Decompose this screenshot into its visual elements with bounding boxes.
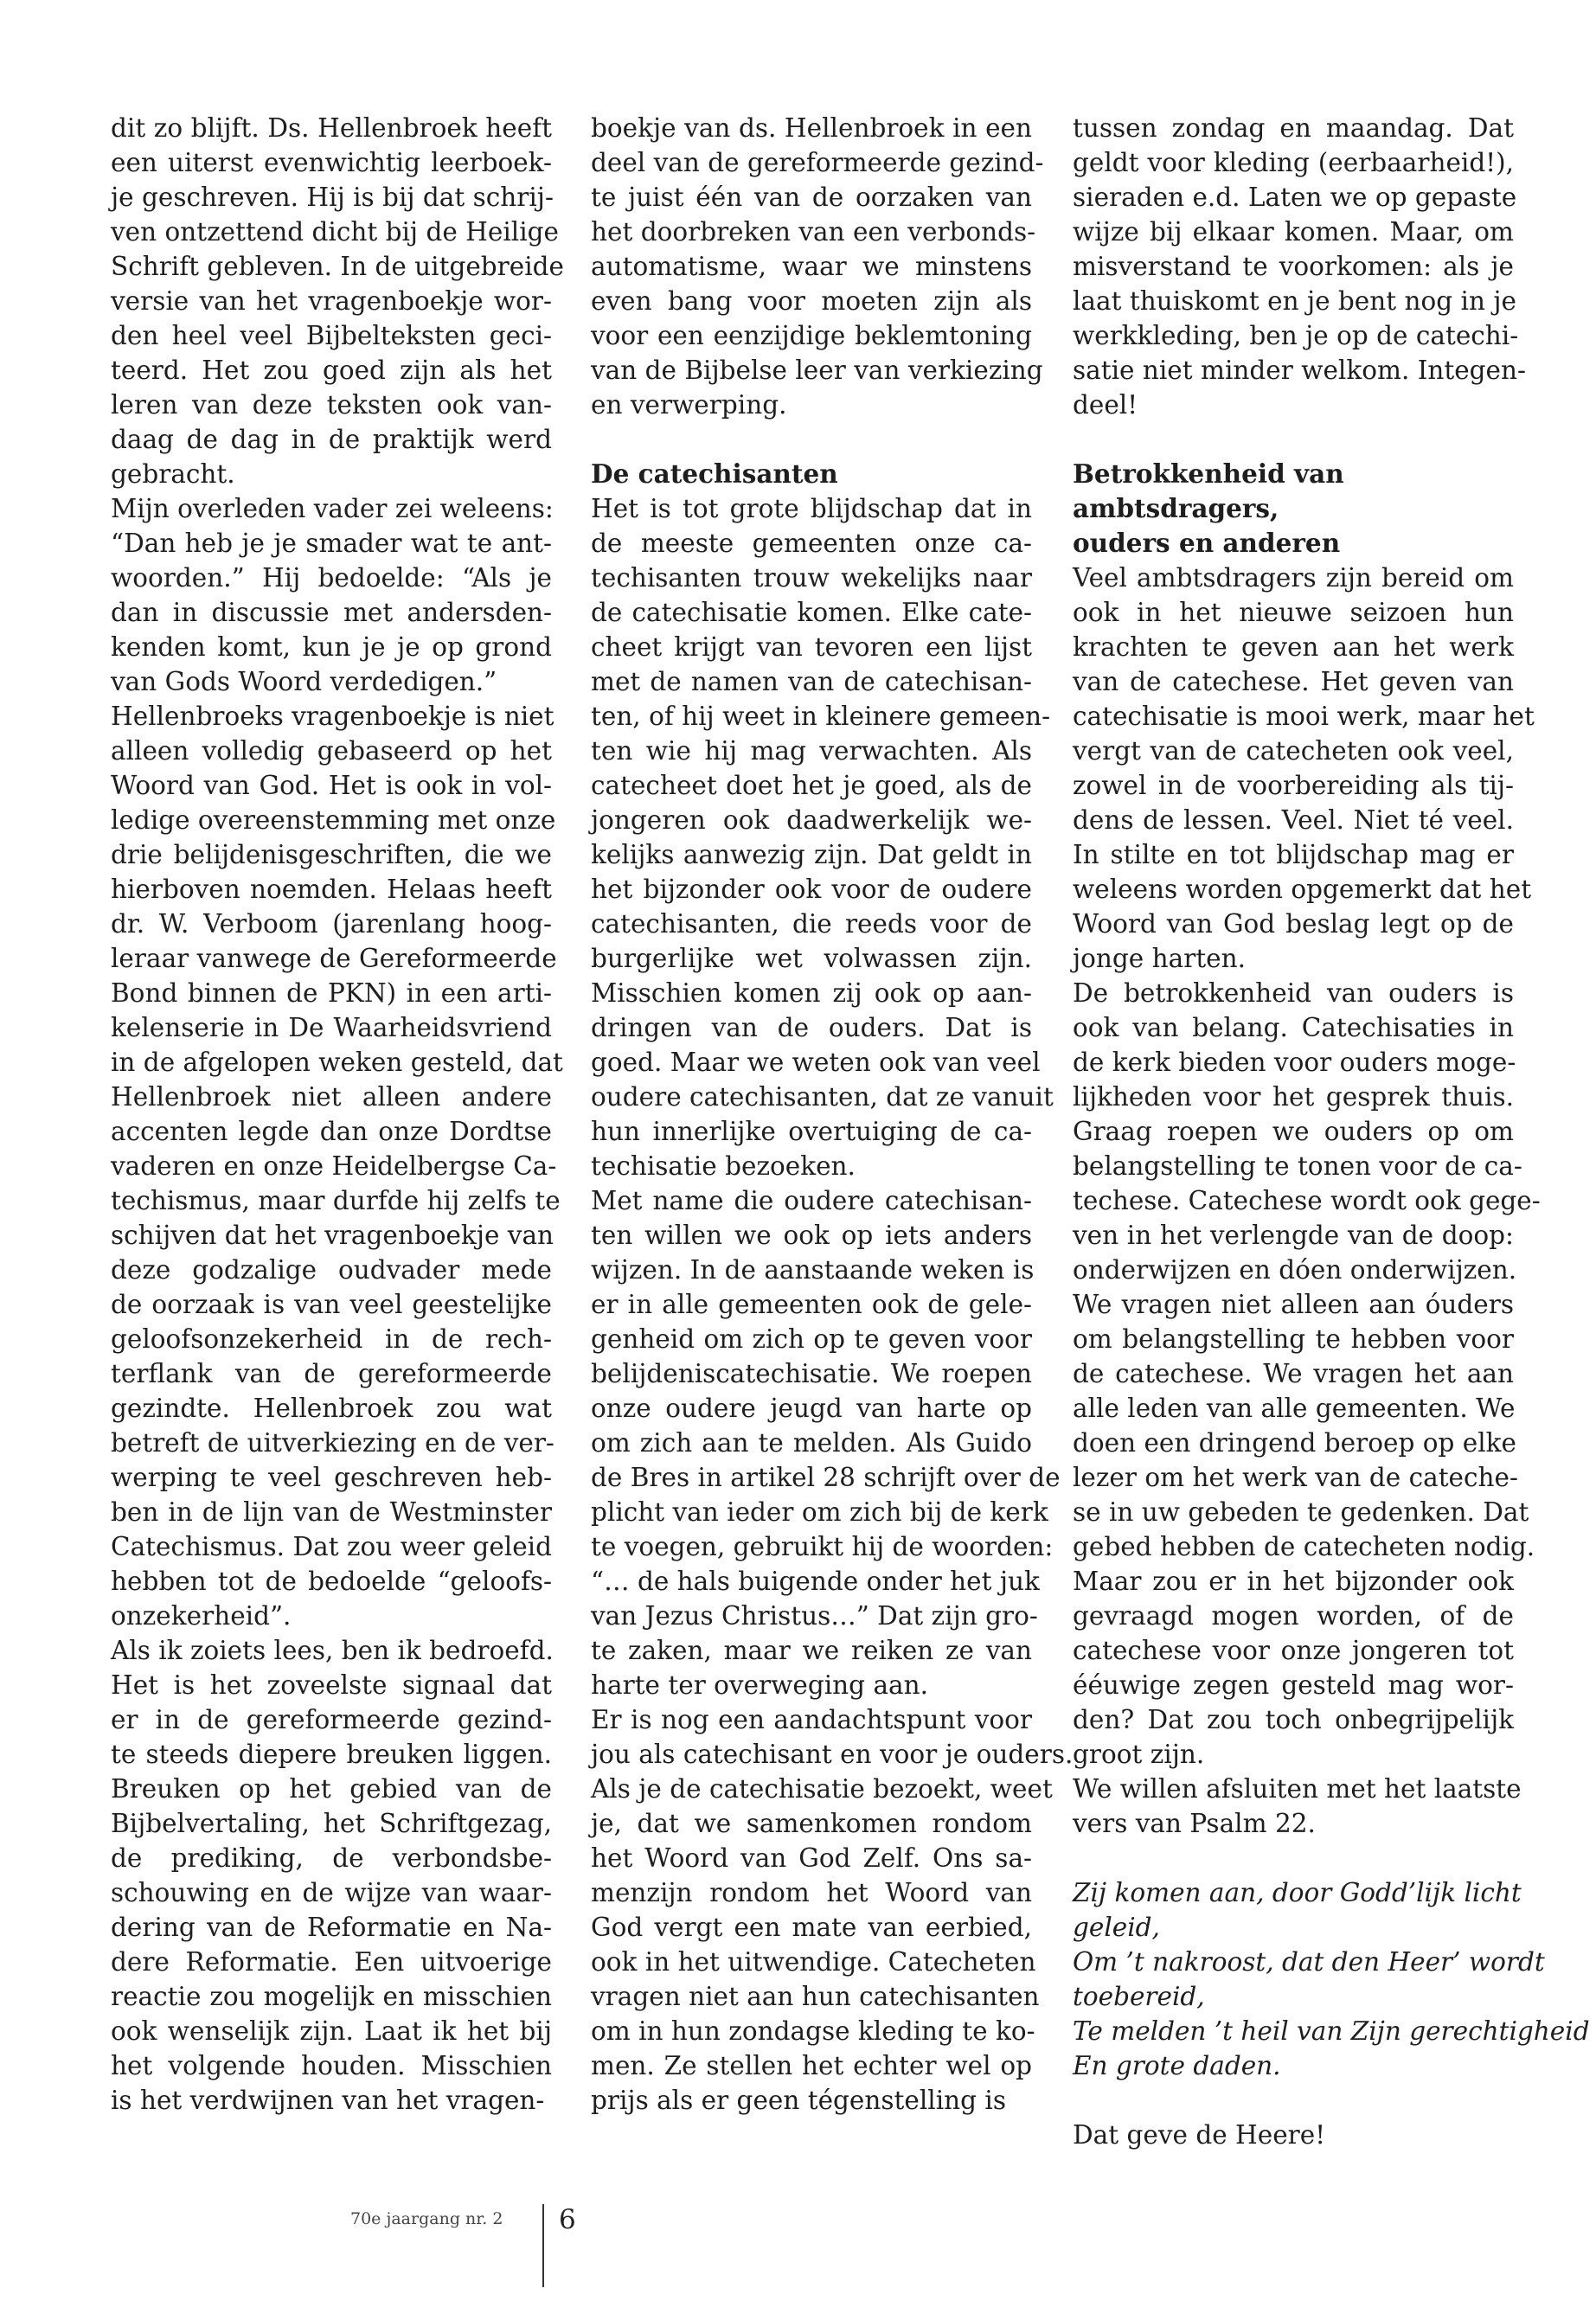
text-line: oudere catechisanten, dat ze vanuit — [591, 1082, 1054, 1112]
text-line: om belangstelling te hebben voor — [1073, 1324, 1514, 1354]
text-line: wijze bij elkaar komen. Maar, om — [1073, 217, 1514, 247]
text-line: de prediking, de verbondsbe- — [111, 1843, 552, 1873]
text-line: automatisme, waar we minstens — [591, 252, 1032, 281]
text-line: werkkleding, ben je op de catechi- — [1073, 321, 1519, 350]
paragraph — [1073, 1772, 1522, 1841]
text-line: van Jezus Christus…” Dat zijn gro- — [591, 1601, 1038, 1631]
spacer — [1073, 422, 1514, 457]
text-line: Bond binnen de PKN) in een arti- — [111, 978, 552, 1008]
text-line: God vergt een mate van eerbied, — [591, 1913, 1032, 1942]
text-line: gebracht. — [111, 459, 235, 489]
text-line: gezindte. Hellenbroek zou wat — [111, 1394, 552, 1423]
text-line: krachten te geven aan het werk — [1073, 632, 1514, 662]
text-line: Breuken op het gebied van de — [111, 1774, 552, 1804]
text-line: in de afgelopen weken gesteld, dat — [111, 1048, 563, 1077]
text-line: jongeren ook daadwerkelijk we- — [591, 805, 1032, 835]
text-line: betreft de uitverkiezing en de ver- — [111, 1428, 554, 1458]
text-line: ook in het nieuwe seizoen hun — [1073, 598, 1514, 627]
text-line: het volgende houden. Misschien — [111, 2051, 552, 2080]
text-line: satie niet minder welkom. Integen- — [1073, 356, 1526, 385]
text-line: om zich aan te melden. Als Guido — [591, 1428, 1032, 1458]
paragraph — [1073, 111, 1526, 422]
text-line: techisanten trouw wekelijks naar — [591, 563, 1032, 593]
text-line: techisatie bezoeken. — [591, 1151, 856, 1181]
text-line: laat thuiskomt en je bent nog in je — [1073, 286, 1516, 316]
text-line: is het verdwijnen van het vragen- — [111, 2086, 545, 2115]
text-line: We willen afsluiten met het laatste — [1073, 1774, 1522, 1804]
text-line: onze oudere jeugd van harte op — [591, 1394, 1032, 1423]
verse-line: geleid, — [1073, 1913, 1160, 1942]
text-line: drie belijdenisgeschriften, die we — [111, 840, 552, 869]
text-line: de meeste gemeenten onze ca- — [591, 529, 1032, 558]
text-line: er in de gereformeerde gezind- — [111, 1705, 552, 1734]
psalm-verse — [1073, 1875, 1590, 2083]
text-line: Catechismus. Dat zou weer geleid — [111, 1532, 552, 1561]
text-line: ook wenselijk zijn. Laat ik het bij — [111, 2016, 552, 2046]
text-line: Als je de catechisatie bezoekt, weet — [591, 1774, 1053, 1804]
text-line: Woord van God. Het is ook in vol- — [111, 771, 552, 800]
text-line: dering van de Reformatie en Na- — [111, 1913, 552, 1942]
text-line: voor een eenzijdige beklemtoning — [591, 321, 1032, 350]
text-line: belijdeniscatechisatie. We roepen — [591, 1359, 1032, 1388]
verse-line: Om ’t nakroost, dat den Heer’ wordt — [1073, 1947, 1545, 1977]
text-line: Hellenbroeks vragenboekje is niet — [111, 702, 554, 731]
text-line: het doorbreken van een verbonds- — [591, 217, 1036, 247]
text-line: van de Bijbelse leer van verkiezing — [591, 356, 1043, 385]
text-line: hierboven noemden. Helaas heeft — [111, 875, 552, 904]
text-line: dere Reformatie. Een uitvoerige — [111, 1947, 552, 1977]
text-line: Het is het zoveelste signaal dat — [111, 1670, 552, 1700]
text-line: Hellenbroek niet alleen andere — [111, 1082, 552, 1112]
text-line: vergt van de catecheten ook veel, — [1073, 736, 1514, 766]
verse-line: Te melden ’t heil van Zijn gerechtigheid — [1073, 2016, 1590, 2046]
text-line: leren van deze teksten ook van- — [111, 390, 552, 420]
text-line: ten willen we ook op iets anders — [591, 1221, 1032, 1250]
text-line: zowel in de voorbereiding als tij- — [1073, 771, 1514, 800]
text-line: prijs als er geen tégenstelling is — [591, 2086, 1006, 2115]
text-line: catecheet doet het je goed, als de — [591, 771, 1032, 800]
text-line: er in alle gemeenten ook de gele- — [591, 1290, 1032, 1319]
text-line: vragen niet aan hun catechisanten — [591, 1982, 1040, 2011]
text-line: Als ik zoiets lees, ben ik bedroefd. — [111, 1636, 554, 1665]
text-line: te steeds diepere breuken liggen. — [111, 1740, 552, 1769]
verse-line: toebereid, — [1073, 1982, 1205, 2011]
text-line: woorden.” Hij bedoelde: “Als je — [111, 563, 552, 593]
text-line: gebed hebben de catecheten nodig. — [1073, 1532, 1535, 1561]
text-line: goed. Maar we weten ook van veel — [591, 1048, 1041, 1077]
text-line: de catechese. We vragen het aan — [1073, 1359, 1514, 1388]
text-line: se in uw gebeden te gedenken. Dat — [1073, 1497, 1529, 1527]
text-line: lezer om het werk van de cateche- — [1073, 1463, 1518, 1492]
text-line: jou als catechisant en voor je ouders. — [591, 1740, 1074, 1769]
text-line: hun innerlijke overtuiging de ca- — [591, 1117, 1032, 1146]
text-line: van Gods Woord verdedigen.” — [111, 667, 497, 696]
text-line: ééuwige zegen gesteld mag wor- — [1073, 1670, 1514, 1700]
text-line: ben in de lijn van de Westminster — [111, 1497, 552, 1527]
paragraph — [111, 491, 552, 699]
text-line: reactie zou mogelijk en misschien — [111, 1982, 552, 2011]
text-line: alle leden van alle gemeenten. We — [1073, 1394, 1516, 1423]
text-line: hebben tot de bedoelde “geloofs- — [111, 1567, 552, 1596]
text-line: ledige overeenstemming met onze — [111, 805, 556, 835]
text-line: In stilte en tot blijdschap mag er — [1073, 840, 1514, 869]
text-line: Mijn overleden vader zei weleens: — [111, 494, 554, 523]
text-line: het Woord van God Zelf. Ons sa- — [591, 1843, 1032, 1873]
text-line: ven ontzettend dicht bij de Heilige — [111, 217, 560, 247]
text-line: geldt voor kleding (eerbaarheid!), — [1073, 148, 1514, 177]
paragraph — [1073, 561, 1535, 976]
text-line: ven in het verlengde van de doop: — [1073, 1221, 1514, 1250]
text-line: Misschien komen zij ook op aan- — [591, 978, 1032, 1008]
text-line: en verwerping. — [591, 390, 787, 420]
paragraph — [591, 111, 1044, 422]
text-line: kelenserie in De Waarheidsvriend — [111, 1013, 552, 1042]
text-line: versie van het vragenboekje wor- — [111, 286, 552, 316]
text-line: Veel ambtsdragers zijn bereid om — [1073, 563, 1514, 593]
volume-issue-label: 70e jaargang nr. 2 — [350, 2209, 503, 2228]
text-line: “… de hals buigende onder het juk — [591, 1567, 1040, 1596]
text-line: een uiterst evenwichtig leerboek- — [111, 148, 552, 177]
footer-divider — [542, 2204, 544, 2287]
text-line: cheet krijgt van tevoren een lijst — [591, 632, 1032, 662]
page-footer — [0, 2204, 1596, 2291]
text-line: Graag roepen we ouders op om — [1073, 1117, 1514, 1146]
text-line: even bang voor moeten zijn als — [591, 286, 1032, 316]
text-line: catechisatie is mooi werk, maar het — [1073, 702, 1535, 731]
paragraph — [591, 491, 1054, 1183]
page-number: 6 — [559, 2204, 576, 2235]
text-line: misverstand te voorkomen: als je — [1073, 252, 1514, 281]
text-line: geloofsonzekerheid in de rech- — [111, 1324, 552, 1354]
text-line: lijkheden voor het gesprek thuis. — [1073, 1082, 1514, 1112]
heading-line: ouders en anderen — [1073, 528, 1341, 558]
text-line: de Bres in artikel 28 schrijft over de — [591, 1463, 1061, 1492]
text-line: het bijzonder ook voor de oudere — [591, 875, 1032, 904]
text-line: dens de lessen. Veel. Niet té veel. — [1073, 805, 1514, 835]
text-line: menzijn rondom het Woord van — [591, 1878, 1032, 1907]
text-line: de catechisatie komen. Elke cate- — [591, 598, 1032, 627]
text-line: catechese voor onze jongeren tot — [1073, 1636, 1514, 1665]
closing-line: Dat geve de Heere! — [1073, 2120, 1326, 2150]
text-line: Het is tot grote blijdschap dat in — [591, 494, 1032, 523]
paragraph — [111, 111, 565, 491]
text-line: ook in het uitwendige. Catecheten — [591, 1947, 1036, 1977]
text-line: gevraagd mogen worden, of de — [1073, 1601, 1514, 1631]
spacer — [1073, 1841, 1514, 1875]
column-3 — [1073, 111, 1590, 2152]
text-line: wijzen. In de aanstaande weken is — [591, 1255, 1035, 1285]
text-line: onzekerheid”. — [111, 1601, 292, 1631]
text-line: We vragen niet alleen aan óuders — [1073, 1290, 1514, 1319]
paragraph — [591, 1702, 1074, 2118]
paragraph — [591, 1183, 1061, 1702]
text-line: te voegen, gebruikt hij de woorden: — [591, 1532, 1054, 1561]
text-line: weleens worden opgemerkt dat het — [1073, 875, 1532, 904]
verse-line: Zij komen aan, door Godd’lijk licht — [1073, 1878, 1522, 1907]
text-line: den heel veel Bijbelteksten geci- — [111, 321, 552, 350]
text-line: Er is nog een aandachtspunt voor — [591, 1705, 1032, 1734]
text-line: sieraden e.d. Laten we op gepaste — [1073, 183, 1517, 212]
text-line: tussen zondag en maandag. Dat — [1073, 113, 1514, 143]
text-line: dit zo blijft. Ds. Hellenbroek heeft — [111, 113, 552, 143]
text-line: met de namen van de catechisan- — [591, 667, 1032, 696]
paragraph — [111, 699, 563, 1633]
text-line: dringen van de ouders. Dat is — [591, 1013, 1032, 1042]
paragraph — [111, 1633, 552, 2118]
paragraph — [1073, 976, 1541, 1772]
section-heading-catechisanten: De catechisanten — [591, 458, 838, 489]
spacer — [1073, 2083, 1514, 2118]
text-line: den? Dat zou toch onbegrijpelijk — [1073, 1705, 1514, 1734]
text-line: vers van Psalm 22. — [1073, 1809, 1316, 1838]
spacer — [591, 422, 1032, 457]
text-line: Met name die oudere catechisan- — [591, 1186, 1032, 1215]
text-line: kelijks aanwezig zijn. Dat geldt in — [591, 840, 1032, 869]
text-line: Maar zou er in het bijzonder ook — [1073, 1567, 1514, 1596]
text-line: ten wie hij mag verwachten. Als — [591, 736, 1032, 766]
section-heading-betrokkenheid — [1073, 457, 1514, 561]
text-line: deel van de gereformeerde gezind- — [591, 148, 1044, 177]
text-line: leraar vanwege de Gereformeerde — [111, 944, 557, 973]
text-line: boekje van ds. Hellenbroek in een — [591, 113, 1032, 143]
text-line: dan in discussie met andersden- — [111, 598, 552, 627]
text-line: belangstelling te tonen voor de ca- — [1073, 1151, 1522, 1181]
text-line: te zaken, maar we reiken ze van — [591, 1636, 1032, 1665]
text-line: onderwijzen en dóen onderwijzen. — [1073, 1255, 1517, 1285]
column-1 — [111, 111, 565, 2118]
text-line: techismus, maar durfde hij zelfs te — [111, 1186, 561, 1215]
text-line: werping te veel geschreven heb- — [111, 1463, 552, 1492]
text-line: van de catechese. Het geven van — [1073, 667, 1514, 696]
text-line: schijven dat het vragenboekje van — [111, 1221, 554, 1250]
text-line: “Dan heb je je smader wat te ant- — [111, 529, 552, 558]
text-line: deel! — [1073, 390, 1138, 420]
text-line: daag de dag in de praktijk werd — [111, 425, 552, 454]
text-line: deze godzalige oudvader mede — [111, 1255, 552, 1285]
text-line: jonge harten. — [1073, 944, 1247, 973]
text-line: Woord van God beslag legt op de — [1073, 909, 1514, 939]
text-line: ook van belang. Catechisaties in — [1073, 1013, 1514, 1042]
text-line: doen een dringend beroep op elke — [1073, 1428, 1516, 1458]
text-line: plicht van ieder om zich bij de kerk — [591, 1497, 1048, 1527]
text-line: om in hun zondagse kleding te ko- — [591, 2016, 1035, 2046]
text-line: te juist één van de oorzaken van — [591, 183, 1032, 212]
text-line: Bijbelvertaling, het Schriftgezag, — [111, 1809, 552, 1838]
text-line: de oorzaak is van veel geestelijke — [111, 1290, 552, 1319]
text-line: je, dat we samenkomen rondom — [591, 1809, 1032, 1838]
text-line: teerd. Het zou goed zijn als het — [111, 356, 552, 385]
verse-line: En grote daden. — [1073, 2051, 1281, 2080]
text-line: dr. W. Verboom (jarenlang hoog- — [111, 909, 552, 939]
text-line: ten, of hij weet in kleinere gemeen- — [591, 702, 1051, 731]
text-line: groot zijn. — [1073, 1740, 1205, 1769]
text-line: je geschreven. Hij is bij dat schrij- — [111, 183, 554, 212]
text-line: De betrokkenheid van ouders is — [1073, 978, 1514, 1008]
text-line: alleen volledig gebaseerd op het — [111, 736, 552, 766]
text-line: men. Ze stellen het echter wel op — [591, 2051, 1032, 2080]
text-line: terflank van de gereformeerde — [111, 1359, 552, 1388]
text-line: kenden komt, kun je je op grond — [111, 632, 552, 662]
text-line: schouwing en de wijze van waar- — [111, 1878, 552, 1907]
text-line: burgerlijke wet volwassen zijn. — [591, 944, 1032, 973]
text-line: accenten legde dan onze Dordtse — [111, 1117, 552, 1146]
text-line: vaderen en onze Heidelbergse Ca- — [111, 1151, 557, 1181]
heading-line: Betrokkenheid van ambtsdragers, — [1073, 458, 1344, 523]
text-line: de kerk bieden voor ouders moge- — [1073, 1048, 1516, 1077]
text-line: catechisanten, die reeds voor de — [591, 909, 1032, 939]
text-line: techese. Catechese wordt ook gege- — [1073, 1186, 1541, 1215]
column-2 — [591, 111, 1074, 2118]
text-line: harte ter overweging aan. — [591, 1670, 928, 1700]
text-line: genheid om zich op te geven voor — [591, 1324, 1032, 1354]
text-line: Schrift gebleven. In de uitgebreide — [111, 252, 565, 281]
